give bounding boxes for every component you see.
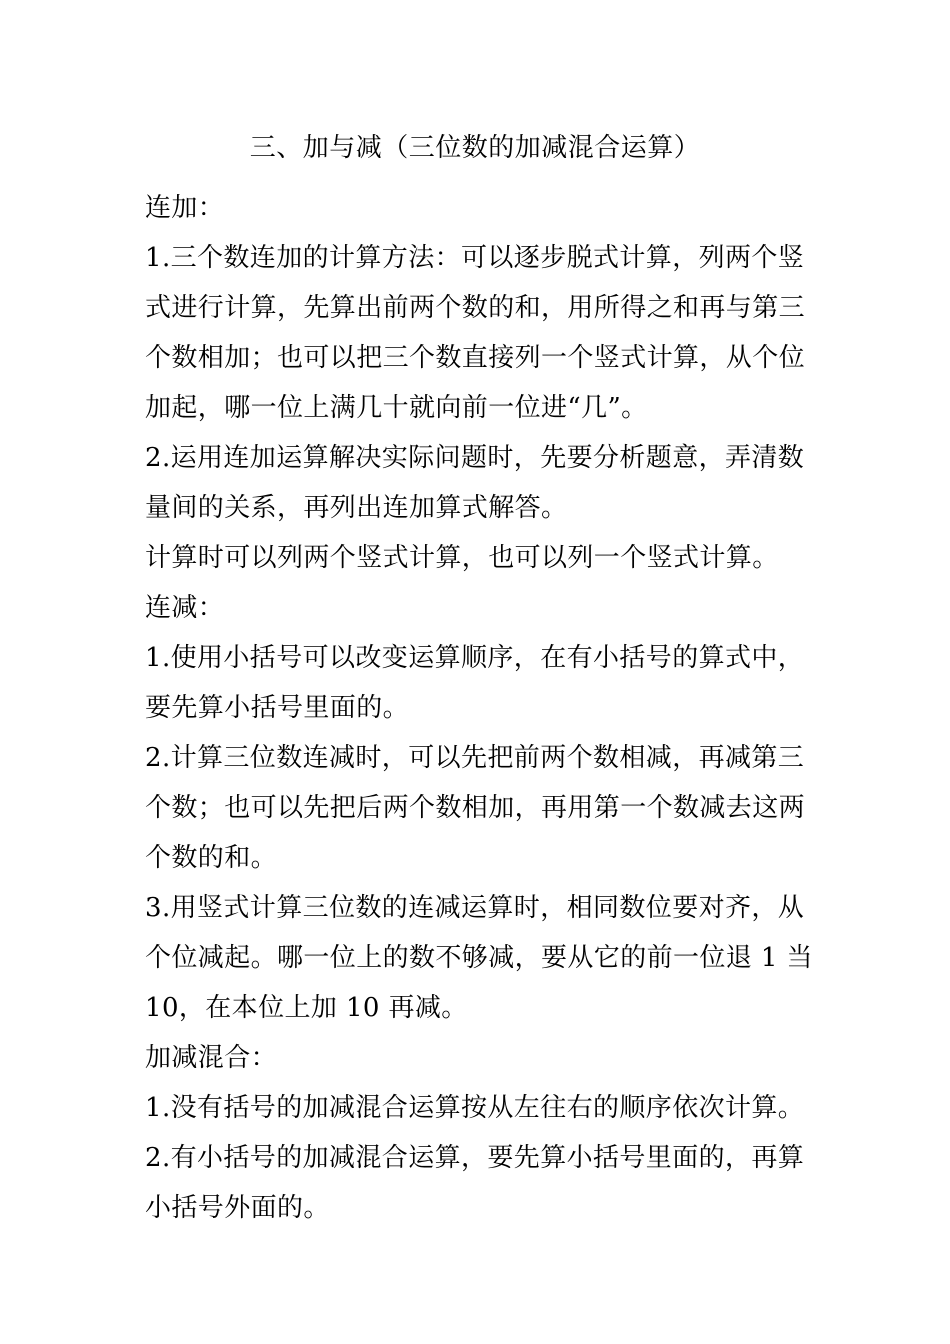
paragraph-line: 2.运用连加运算解决实际问题时，先要分析题意，弄清数 [145,443,805,473]
section-heading: 连减： [145,593,225,623]
paragraph-line: 量间的关系，再列出连加算式解答。 [145,493,568,523]
paragraph [145,733,805,883]
paragraph-line: 小括号外面的。 [145,1193,330,1223]
paragraph-line: 个位减起。哪一位上的数不够减，要从它的前一位退 1 当 [145,943,813,973]
section-heading: 连加： [145,193,225,223]
paragraph-line: 要先算小括号里面的。 [145,693,410,723]
paragraph-line: 个数；也可以先把后两个数相加，再用第一个数减去这两 [145,793,806,823]
paragraph-line: 1.使用小括号可以改变运算顺序，在有小括号的算式中， [145,643,805,673]
document-body [145,183,813,1233]
paragraph-line: 1.三个数连加的计算方法：可以逐步脱式计算，列两个竖 [145,243,805,273]
paragraph [145,1133,805,1233]
paragraph-line: 式进行计算，先算出前两个数的和，用所得之和再与第三 [145,293,806,323]
paragraph-line: 3.用竖式计算三位数的连减运算时，相同数位要对齐，从 [145,893,805,923]
section-continuous-subtraction [145,583,813,1033]
document-title: 三、加与减（三位数的加减混合运算） [249,133,701,163]
paragraph [145,633,805,733]
paragraph [145,433,805,533]
section-mixed-operations [145,1033,805,1233]
paragraph [145,883,813,1033]
paragraph [145,533,805,583]
paragraph-line: 2.有小括号的加减混合运算，要先算小括号里面的，再算 [145,1143,805,1173]
paragraph [145,1083,805,1133]
paragraph-line: 加起，哪一位上满几十就向前一位进“几”。 [145,393,648,423]
paragraph-line: 个数相加；也可以把三个数直接列一个竖式计算，从个位 [145,343,806,373]
paragraph-line: 个数的和。 [145,843,278,873]
paragraph [145,233,805,433]
section-heading: 加减混合： [145,1043,278,1073]
paragraph-line: 10，在本位上加 10 再减。 [145,993,468,1023]
paragraph-line: 1.没有括号的加减混合运算按从左往右的顺序依次计算。 [145,1093,805,1123]
paragraph-line: 计算时可以列两个竖式计算，也可以列一个竖式计算。 [145,543,779,573]
section-continuous-addition [145,183,805,583]
paragraph-line: 2.计算三位数连减时，可以先把前两个数相减，再减第三 [145,743,805,773]
